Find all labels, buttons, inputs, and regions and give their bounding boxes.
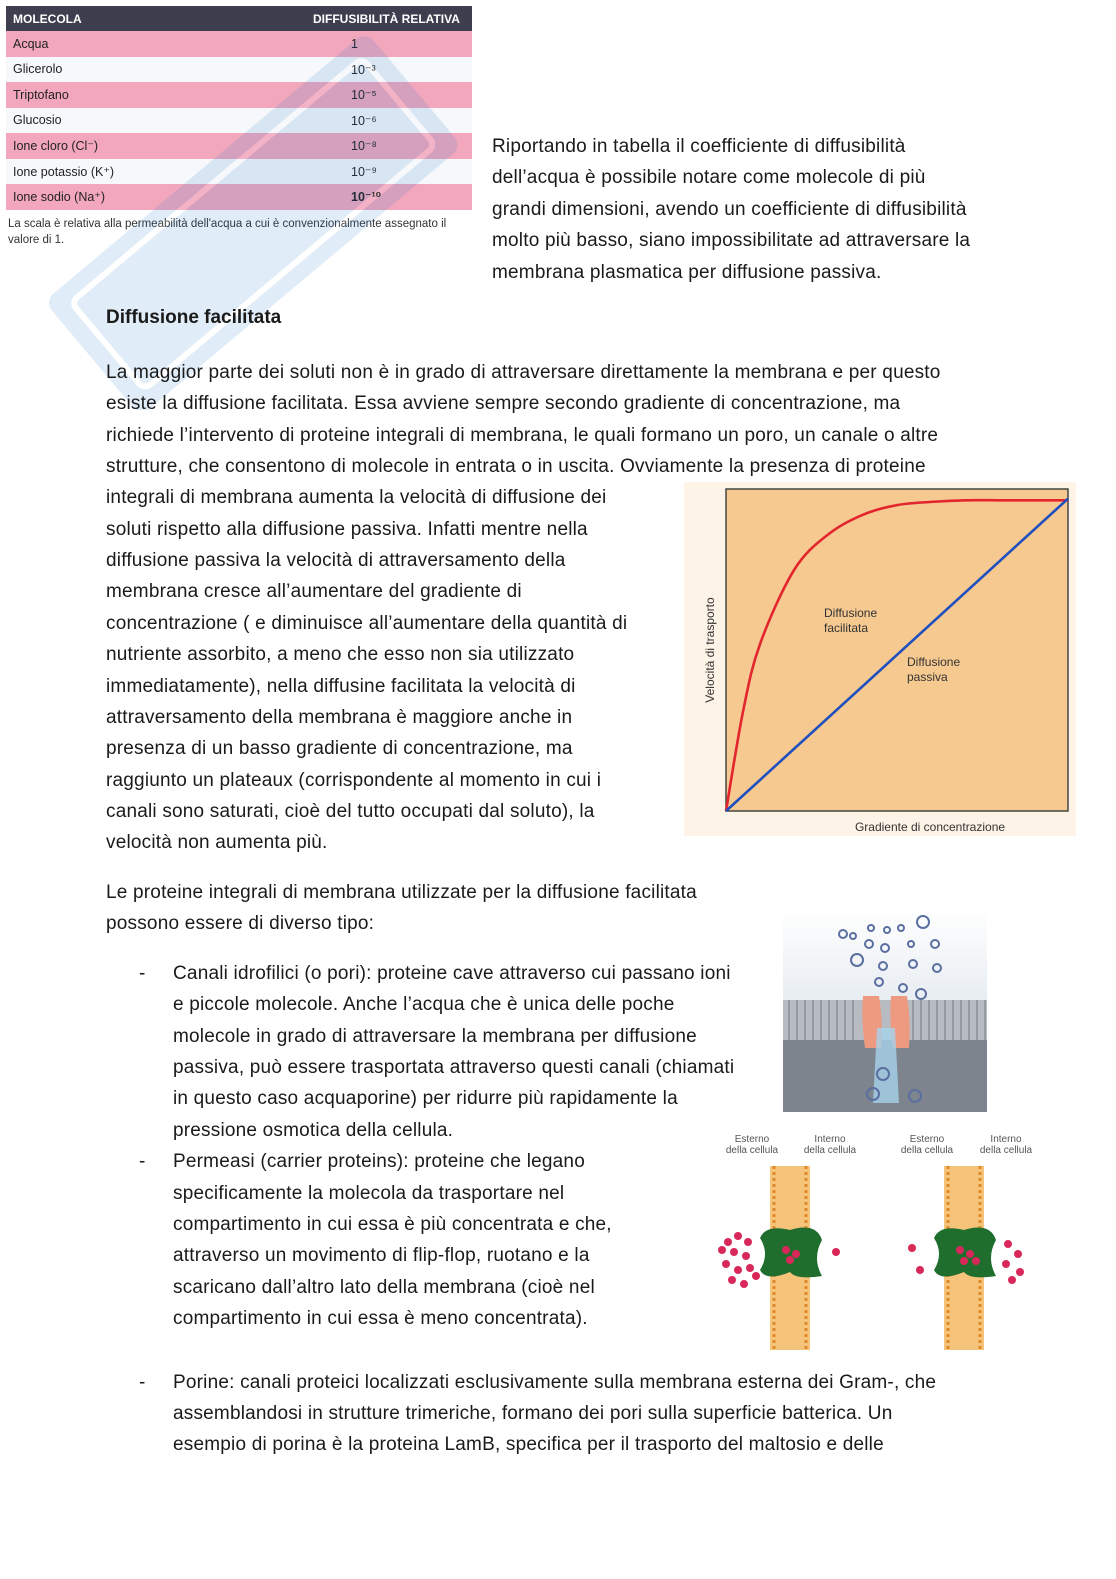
- bullet-line: molecole in grado di attraversare la membrana per diffusione: [173, 1026, 697, 1047]
- label-inside-2: della cellula: [979, 1145, 1033, 1156]
- table-row: [6, 159, 472, 185]
- y-axis-label: Velocità di trasporto: [703, 597, 717, 703]
- table-row: [6, 31, 472, 57]
- bullet-line: assemblandosi in strutture trimeriche, formano dei pori sulla superficie batterica. Un: [173, 1403, 893, 1424]
- intro-line: membrana plasmatica per diffusione passiva.: [492, 262, 882, 283]
- table-caption: La scala è relativa alla permeabilità dell'acqua a cui è convenzionalmente assegnato il valore di 1.: [8, 217, 447, 246]
- bullet-marker: -: [139, 1372, 146, 1393]
- bullet-line: Porine: canali proteici localizzati esclusivamente sulla membrana esterna dei Gram-, che: [173, 1372, 937, 1393]
- bullet-line: Permeasi (carrier proteins): proteine che legano: [173, 1151, 585, 1172]
- paragraph-line: raggiunto un plateaux (corrispondente al momento in cui i: [106, 770, 602, 791]
- table-cell-value: 1: [351, 36, 358, 51]
- hydrophilic-channel-figure: [783, 908, 987, 1112]
- table-cell-molecule: Acqua: [13, 36, 49, 51]
- label-outside: Esterno: [909, 1134, 945, 1145]
- bullet-line: Canali idrofilici (o pori): proteine cave attraverso cui passano ioni: [173, 963, 731, 984]
- paragraph-line: strutture, che consentono di molecole in entrata o in uscita. Ovviamente la presenza di proteine: [106, 456, 926, 477]
- table-row: [6, 57, 472, 83]
- table-cell-molecule: Glicerolo: [13, 62, 63, 77]
- bullet-line: compartimento in cui essa è più concentrata e che,: [173, 1214, 612, 1235]
- bullet-line: esempio di porina è la proteina LamB, specifica per il trasporto del maltosio e delle: [173, 1434, 884, 1455]
- table-row: [6, 108, 472, 134]
- table-cell-value: 10⁻⁵: [351, 88, 377, 103]
- paragraph-line: presenza di un basso gradiente di concentrazione, ma: [106, 738, 573, 759]
- x-axis-label: Gradiente di concentrazione: [854, 820, 1006, 834]
- bullet-line: specificamente la molecola da trasportare nel: [173, 1183, 565, 1204]
- label-inside: Interno: [990, 1134, 1022, 1145]
- diffusion-rate-chart: [684, 482, 1076, 836]
- paragraph-line: concentrazione ( e diminuisce all’aumentare della quantità di: [106, 613, 628, 634]
- table-header-molecule: MOLECOLA: [13, 11, 82, 26]
- annotation-facilitata-1: Diffusione: [824, 606, 878, 620]
- paragraph-line: canali sono saturati, cioè del tutto occupati dal soluto), la: [106, 801, 595, 822]
- table-cell-value: 10⁻⁹: [351, 164, 377, 179]
- paragraph-line: integrali di membrana aumenta la velocità di diffusione dei: [106, 487, 607, 508]
- intro-line: grandi dimensioni, avendo un coefficiente di diffusibilità: [492, 199, 967, 220]
- bullet-line: passiva, può essere trasportata attraverso questi canali (chiamati: [173, 1057, 735, 1078]
- table-cell-value: 10⁻³: [351, 62, 376, 77]
- paragraph-line: diffusione passiva la velocità di attraversamento della: [106, 550, 566, 571]
- bullet-marker: -: [139, 1151, 146, 1172]
- table-cell-molecule: Ione potassio (K⁺): [13, 164, 115, 179]
- table-header: [6, 6, 472, 31]
- paragraph-line: velocità non aumenta più.: [106, 832, 328, 853]
- paragraph-line: esiste la diffusione facilitata. Essa avviene sempre secondo gradiente di concentrazione, ma: [106, 393, 901, 414]
- table-row: [6, 184, 472, 210]
- bullet-line: compartimento in cui essa è meno concentrata).: [173, 1308, 588, 1329]
- bullet-line: e piccole molecole. Anche l’acqua che è unica delle poche: [173, 994, 675, 1015]
- intro-line: Riportando in tabella il coefficiente di diffusibilità: [492, 136, 906, 157]
- table-row: [6, 133, 472, 159]
- table-cell-value: 10⁻⁶: [351, 113, 377, 128]
- table-cell-value: 10⁻¹⁰: [351, 190, 382, 205]
- bullet-line: pressione osmotica della cellula.: [173, 1120, 454, 1141]
- paragraph-line: Le proteine integrali di membrana utilizzate per la diffusione facilitata: [106, 882, 697, 903]
- paragraph-line: attraversamento della membrana è maggiore anche in: [106, 707, 573, 728]
- annotation-facilitata-2: facilitata: [824, 621, 869, 635]
- paragraph-line: immediatamente), nella diffusine facilitata la velocità di: [106, 676, 576, 697]
- table-cell-molecule: Ione sodio (Na⁺): [13, 190, 106, 205]
- bullet-line: scaricano dall’altro lato della membrana (cioè nel: [173, 1277, 595, 1298]
- table-cell-value: 10⁻⁸: [351, 139, 377, 154]
- label-inside: Interno: [814, 1134, 846, 1145]
- label-outside-2: della cellula: [900, 1145, 954, 1156]
- bullet-marker: -: [139, 963, 146, 984]
- annotation-passiva-2: passiva: [907, 670, 948, 684]
- paragraph-line: possono essere di diverso tipo:: [106, 913, 375, 934]
- bullet-line: attraverso un movimento di flip-flop, ruotano e la: [173, 1245, 590, 1266]
- paragraph-line: membrana cresce all’aumentare del gradiente di: [106, 581, 522, 602]
- bullet-line: in questo caso acquaporine) per ridurre più rapidamente la: [173, 1088, 678, 1109]
- label-outside: Esterno: [734, 1134, 770, 1145]
- paragraph-line: nutriente assorbito, a meno che esso non sia utilizzato: [106, 644, 575, 665]
- annotation-passiva-1: Diffusione: [907, 655, 961, 669]
- paragraph-line: soluti rispetto alla diffusione passiva. Infatti mentre nella: [106, 519, 588, 540]
- intro-line: dell’acqua è possibile notare come molecole di più: [492, 167, 926, 188]
- table-cell-molecule: Glucosio: [13, 113, 62, 128]
- intro-line: molto più basso, siano impossibilitate ad attraversare la: [492, 230, 971, 251]
- paragraph-line: La maggior parte dei soluti non è in grado di attraversare direttamente la membrana e per questo: [106, 362, 941, 383]
- table-cell-molecule: Ione cloro (Cl⁻): [13, 139, 99, 154]
- table-row: [6, 82, 472, 108]
- table-cell-molecule: Triptofano: [13, 87, 69, 102]
- section-title: Diffusione facilitata: [106, 307, 282, 328]
- label-outside-2: della cellula: [725, 1145, 779, 1156]
- table-header-diffusibility: DIFFUSIBILITÀ RELATIVA: [313, 11, 460, 26]
- diffusibility-table: [6, 6, 472, 248]
- carrier-protein-figure: [716, 1130, 1036, 1352]
- paragraph-line: richiede l’intervento di proteine integrali di membrana, le quali formano un poro, un canale o altre: [106, 425, 939, 446]
- label-inside-2: della cellula: [803, 1145, 857, 1156]
